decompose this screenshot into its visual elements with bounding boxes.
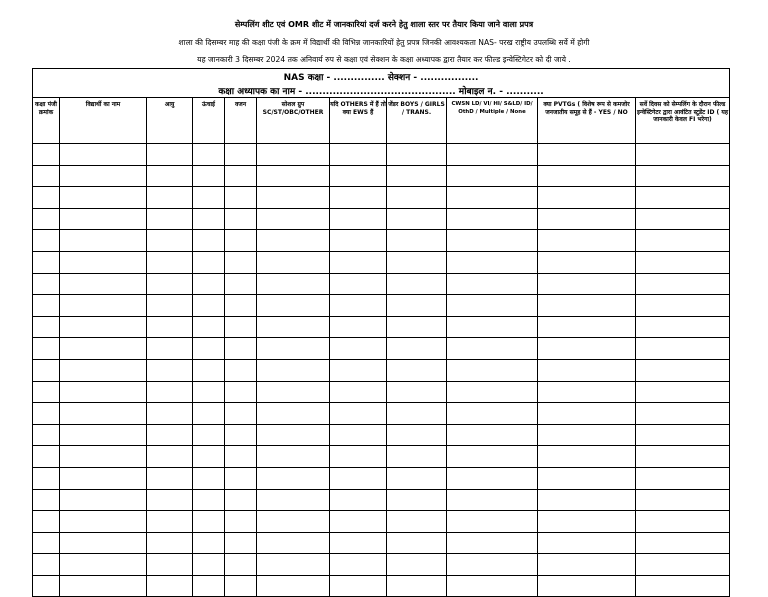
table-cell [147,165,193,187]
table-cell [330,554,387,576]
table-cell [33,446,60,468]
table-cell [33,295,60,317]
table-cell [225,424,257,446]
table-cell [447,187,538,209]
table-cell [193,381,225,403]
table-cell [538,424,636,446]
table-cell [33,208,60,230]
table-row [33,511,730,533]
table-row [33,187,730,209]
col-cwsn: CWSN LD/ VI/ HI/ S&LD/ ID/ OthD / Multiple / None [447,98,538,144]
table-cell [330,446,387,468]
table-cell [225,338,257,360]
table-cell [447,467,538,489]
table-cell [447,554,538,576]
teacher-line: कक्षा अध्यापक का नाम - ............................................ मोबाइल न. - ........... [33,83,730,98]
table-cell [387,554,447,576]
table-cell [538,359,636,381]
table-cell [538,273,636,295]
table-cell [330,532,387,554]
table-cell [193,230,225,252]
table-cell [147,424,193,446]
table-cell [33,144,60,166]
table-cell [636,359,730,381]
table-cell [387,446,447,468]
table-cell [447,381,538,403]
table-cell [147,381,193,403]
table-cell [225,230,257,252]
col-height: ऊंचाई [193,98,225,144]
table-cell [447,295,538,317]
table-cell [257,424,330,446]
table-cell [147,338,193,360]
table-cell [387,295,447,317]
table-cell [60,338,147,360]
table-cell [147,273,193,295]
table-cell [225,467,257,489]
table-cell [538,532,636,554]
table-cell [147,511,193,533]
table-cell [193,251,225,273]
col-pvtg: क्या PVTGs ( विशेष रूप से कमजोर जनजातीय समूह से हैं - YES / NO [538,98,636,144]
table-cell [330,467,387,489]
table-cell [147,359,193,381]
table-cell [330,381,387,403]
table-cell [387,230,447,252]
table-cell [60,273,147,295]
table-cell [33,511,60,533]
table-cell [225,381,257,403]
table-cell [257,359,330,381]
table-cell [225,295,257,317]
table-cell [147,295,193,317]
table-cell [387,144,447,166]
table-cell [193,165,225,187]
table-cell [60,446,147,468]
table-cell [330,230,387,252]
table-cell [225,165,257,187]
table-cell [538,230,636,252]
table-row [33,273,730,295]
table-cell [636,208,730,230]
table-cell [147,251,193,273]
table-cell [387,338,447,360]
table-cell [387,165,447,187]
table-cell [60,424,147,446]
table-cell [387,359,447,381]
table-cell [147,187,193,209]
table-cell [387,187,447,209]
table-cell [538,295,636,317]
table-cell [330,338,387,360]
table-cell [33,403,60,425]
table-cell [257,251,330,273]
table-cell [257,489,330,511]
table-cell [257,381,330,403]
table-cell [636,446,730,468]
table-cell [257,316,330,338]
table-cell [257,446,330,468]
table-row [33,230,730,252]
table-row [33,251,730,273]
table-cell [387,251,447,273]
table-cell [447,403,538,425]
table-cell [387,424,447,446]
student-info-table [32,68,730,597]
table-cell [225,251,257,273]
table-row [33,359,730,381]
table-row [33,467,730,489]
table-row [33,208,730,230]
table-cell [33,273,60,295]
form-title: सेम्पलिंग शीट एवं OMR शीट में जानकारियां दर्ज करने हेतु शाला स्तर पर तैयार किया जाने वाला प्रपत्र [234,20,534,29]
table-cell [538,208,636,230]
table-cell [387,381,447,403]
table-cell [257,554,330,576]
table-cell [60,165,147,187]
table-cell [538,144,636,166]
table-cell [193,403,225,425]
table-row [33,165,730,187]
table-cell [330,144,387,166]
table-cell [60,381,147,403]
table-cell [257,144,330,166]
table-cell [447,251,538,273]
table-cell [147,316,193,338]
table-row [33,381,730,403]
table-cell [33,424,60,446]
table-cell [33,230,60,252]
table-cell [193,359,225,381]
table-cell [225,554,257,576]
table-cell [147,403,193,425]
table-cell [330,424,387,446]
table-cell [636,144,730,166]
table-cell [147,144,193,166]
table-cell [538,316,636,338]
table-cell [257,165,330,187]
table-cell [225,359,257,381]
table-cell [636,511,730,533]
table-cell [257,295,330,317]
table-cell [193,187,225,209]
table-cell [33,489,60,511]
table-cell [330,295,387,317]
table-cell [193,144,225,166]
table-cell [387,532,447,554]
table-cell [147,532,193,554]
table-cell [257,511,330,533]
table-cell [33,251,60,273]
table-cell [538,489,636,511]
table-cell [538,554,636,576]
table-cell [33,467,60,489]
table-cell [60,295,147,317]
table-cell [387,208,447,230]
table-cell [447,316,538,338]
table-cell [636,165,730,187]
table-row [33,144,730,166]
table-cell [636,316,730,338]
table-cell [387,316,447,338]
table-cell [447,208,538,230]
form-instruction: यह जानकारी 3 दिसम्बर 2024 तक अनिवार्य रुप से कक्षा एवं सेक्शन के कक्षा अध्यापक द्वारा तैयार कर फील्ड इन्वेस्टिगेटर को दी जाये . [197,55,571,64]
table-cell [330,403,387,425]
table-cell [147,208,193,230]
table-cell [193,554,225,576]
table-cell [538,251,636,273]
table-cell [257,187,330,209]
table-cell [225,489,257,511]
table-cell [193,489,225,511]
table-cell [538,511,636,533]
table-cell [33,359,60,381]
table-cell [33,165,60,187]
class-section-line: NAS कक्षा - ............... सेक्शन - ................. [33,69,730,84]
table-row [33,446,730,468]
table-cell [636,381,730,403]
table-cell [636,424,730,446]
table-cell [447,446,538,468]
table-cell [193,316,225,338]
table-cell [33,338,60,360]
table-cell [330,511,387,533]
table-cell [330,187,387,209]
table-cell [225,403,257,425]
table-cell [636,230,730,252]
table-cell [387,403,447,425]
table-row [33,489,730,511]
table-cell [147,489,193,511]
table-cell [636,295,730,317]
table-cell [225,316,257,338]
table-cell [636,403,730,425]
table-cell [538,381,636,403]
table-cell [538,187,636,209]
table-cell [33,187,60,209]
table-cell [636,467,730,489]
table-cell [60,316,147,338]
table-cell [330,251,387,273]
table-cell [330,165,387,187]
table-cell [387,273,447,295]
table-cell [447,532,538,554]
table-cell [330,489,387,511]
table-cell [636,273,730,295]
table-cell [330,359,387,381]
col-weight: वजन [225,98,257,144]
table-cell [60,511,147,533]
table-cell [60,251,147,273]
table-cell [447,144,538,166]
col-ews: यदि OTHERS में हैं तो क्या EWS हैं [330,98,387,144]
table-cell [538,338,636,360]
table-cell [60,489,147,511]
table-cell [33,532,60,554]
table-cell [636,489,730,511]
table-cell [538,403,636,425]
table-cell [193,295,225,317]
table-row [33,424,730,446]
col-student-name: विद्यार्थी का नाम [60,98,147,144]
table-cell [387,489,447,511]
table-cell [447,338,538,360]
table-cell [193,208,225,230]
table-cell [257,532,330,554]
table-cell [538,467,636,489]
table-row [33,338,730,360]
table-cell [147,467,193,489]
table-cell [257,467,330,489]
table-cell [330,316,387,338]
table-cell [60,230,147,252]
table-cell [636,532,730,554]
table-cell [60,403,147,425]
table-cell [225,144,257,166]
table-cell [60,532,147,554]
table-cell [225,446,257,468]
table-cell [225,187,257,209]
table-cell [193,338,225,360]
col-age: आयु [147,98,193,144]
table-cell [193,273,225,295]
table-row [33,554,730,576]
table-cell [60,467,147,489]
table-cell [193,511,225,533]
table-cell [225,273,257,295]
col-roll-number: कक्षा पंजी क्रमांक [33,98,60,144]
table-cell [447,273,538,295]
table-cell [257,338,330,360]
table-cell [387,467,447,489]
table-cell [193,424,225,446]
table-cell [447,165,538,187]
table-cell [60,144,147,166]
table-cell [447,489,538,511]
table-cell [330,208,387,230]
table-row [33,403,730,425]
table-cell [636,338,730,360]
table-cell [147,230,193,252]
table-cell [636,187,730,209]
table-cell [147,446,193,468]
table-cell [193,532,225,554]
table-row [33,295,730,317]
table-cell [447,511,538,533]
table-row [33,316,730,338]
table-cell [225,208,257,230]
table-cell [330,273,387,295]
table-cell [636,554,730,576]
table-cell [257,230,330,252]
table-cell [257,273,330,295]
table-cell [193,446,225,468]
table-cell [193,467,225,489]
table-cell [225,511,257,533]
table-cell [257,208,330,230]
col-gender: जेंडर BOYS / GIRLS / TRANS. [387,98,447,144]
col-student-id: सर्वे दिवस को सेम्पलिंग के दौरान फील्ड इन्वेस्टिगेटर द्वारा आवंटित स्टूडेंट ID ( यह जानकारी केवल FI भरेगा) [636,98,730,144]
table-cell [60,554,147,576]
table-cell [60,208,147,230]
table-cell [447,230,538,252]
table-cell [447,424,538,446]
table-cell [33,381,60,403]
table-cell [33,316,60,338]
col-social-group: सोशल ग्रुप SC/ST/OBC/OTHER [257,98,330,144]
table-cell [387,511,447,533]
table-cell [225,532,257,554]
table-cell [538,165,636,187]
table-cell [636,251,730,273]
table-cell [538,446,636,468]
table-cell [60,187,147,209]
table-cell [447,359,538,381]
table-cell [33,554,60,576]
table-row [33,532,730,554]
table-cell [60,359,147,381]
table-cell [147,554,193,576]
form-subtitle: शाला की दिसम्बर माह की कक्षा पंजी के क्रम में विद्यार्थी की विभिन्न जानकारियों हेतु प्रपत्र जिनकी आवश्यकता NAS- परख राष्ट्रीय उपलब्धि सर्वे में होगी [178,38,590,47]
table-cell [257,403,330,425]
